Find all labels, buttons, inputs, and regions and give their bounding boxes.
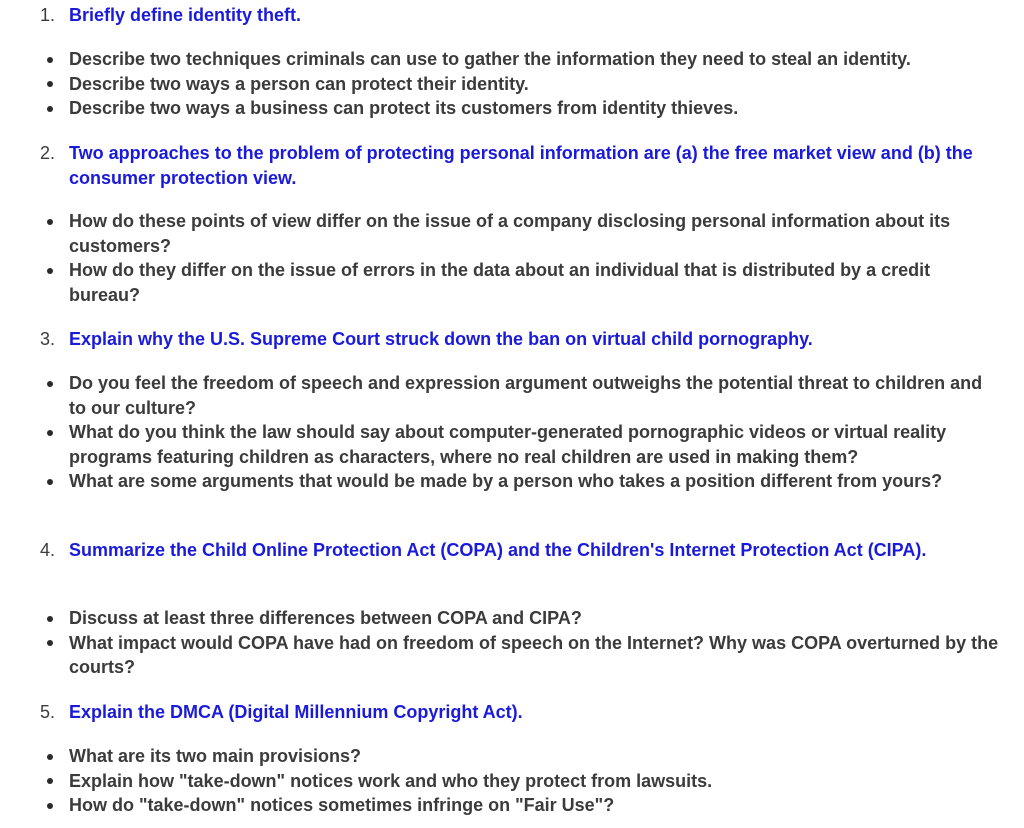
question-number: 4. [40, 540, 56, 560]
list-item-text: Describe two techniques criminals can use to gather the information they need to steal an identity. [69, 49, 911, 69]
list-item-text: Describe two ways a business can protect its customers from identity thieves. [69, 98, 739, 118]
list-item [44, 209, 1004, 258]
bullet-list [44, 47, 1004, 121]
list-item [44, 258, 1004, 307]
list-item [44, 47, 1004, 72]
question-4 [40, 538, 1000, 563]
list-item [44, 96, 1004, 121]
question-number: 5. [40, 702, 56, 722]
list-item [44, 420, 1004, 469]
question-title: Summarize the Child Online Protection Act (COPA) and the Children's Internet Protection Act (CIPA). [69, 540, 927, 560]
bullet-icon [44, 420, 69, 469]
question-number: 1. [40, 5, 56, 25]
bullet-icon [44, 72, 69, 97]
bullet-icon [44, 371, 69, 420]
bullet-icon [44, 258, 69, 307]
bullet-icon [44, 793, 69, 818]
bullet-icon [44, 769, 69, 794]
question-5 [40, 700, 1000, 725]
list-item-text: Explain how "take-down" notices work and who they protect from lawsuits. [69, 770, 713, 791]
list-item-text: Do you feel the freedom of speech and expression argument outweighs the potential threat to children and to our culture? [69, 373, 983, 418]
question-3 [40, 327, 1000, 352]
list-item-text: What are some arguments that would be made by a person who takes a position different from yours? [69, 471, 943, 491]
list-item [44, 769, 1004, 794]
list-item-text: What impact would COPA have had on freedom of speech on the Internet? Why was COPA overturned by the courts? [69, 632, 999, 677]
question-number: 3. [40, 329, 56, 349]
bullet-list [44, 606, 1004, 680]
question-1 [40, 3, 1000, 28]
bullet-icon [44, 47, 69, 72]
list-item [44, 744, 1004, 769]
list-item-text: What do you think the law should say about computer-generated pornographic videos or virtual reality programs featuring children as characters, where no real children are used in making them? [69, 422, 947, 467]
bullet-icon [44, 631, 69, 680]
list-item-text: How do "take-down" notices sometimes infringe on "Fair Use"? [69, 795, 615, 815]
bullet-icon [44, 96, 69, 121]
bullet-list [44, 744, 1004, 818]
list-item [44, 469, 1004, 494]
list-item [44, 371, 1004, 420]
list-item-text: How do they differ on the issue of errors in the data about an individual that is distributed by a credit bureau? [69, 260, 931, 305]
list-item-text: What are its two main provisions? [69, 746, 362, 766]
bullet-list [44, 371, 1004, 494]
question-number: 2. [40, 143, 56, 163]
bullet-icon [44, 469, 69, 494]
bullet-icon [44, 744, 69, 769]
question-2 [40, 141, 1000, 190]
list-item [44, 631, 1004, 680]
list-item-text: How do these points of view differ on the issue of a company disclosing personal information about its customers? [69, 211, 951, 256]
bullet-icon [44, 209, 69, 258]
list-item [44, 72, 1004, 97]
list-item [44, 793, 1004, 818]
question-title: Explain the DMCA (Digital Millennium Copyright Act). [69, 702, 523, 722]
question-title: Briefly define identity theft. [69, 5, 302, 25]
list-item-text: Describe two ways a person can protect their identity. [69, 73, 529, 94]
list-item [44, 606, 1004, 631]
bullet-icon [44, 606, 69, 631]
list-item-text: Discuss at least three differences between COPA and CIPA? [69, 608, 582, 628]
question-title: Two approaches to the problem of protecting personal information are (a) the free market view and (b) the consumer protection view. [69, 143, 973, 188]
bullet-list [44, 209, 1004, 307]
question-title: Explain why the U.S. Supreme Court struck down the ban on virtual child pornography. [69, 329, 813, 349]
